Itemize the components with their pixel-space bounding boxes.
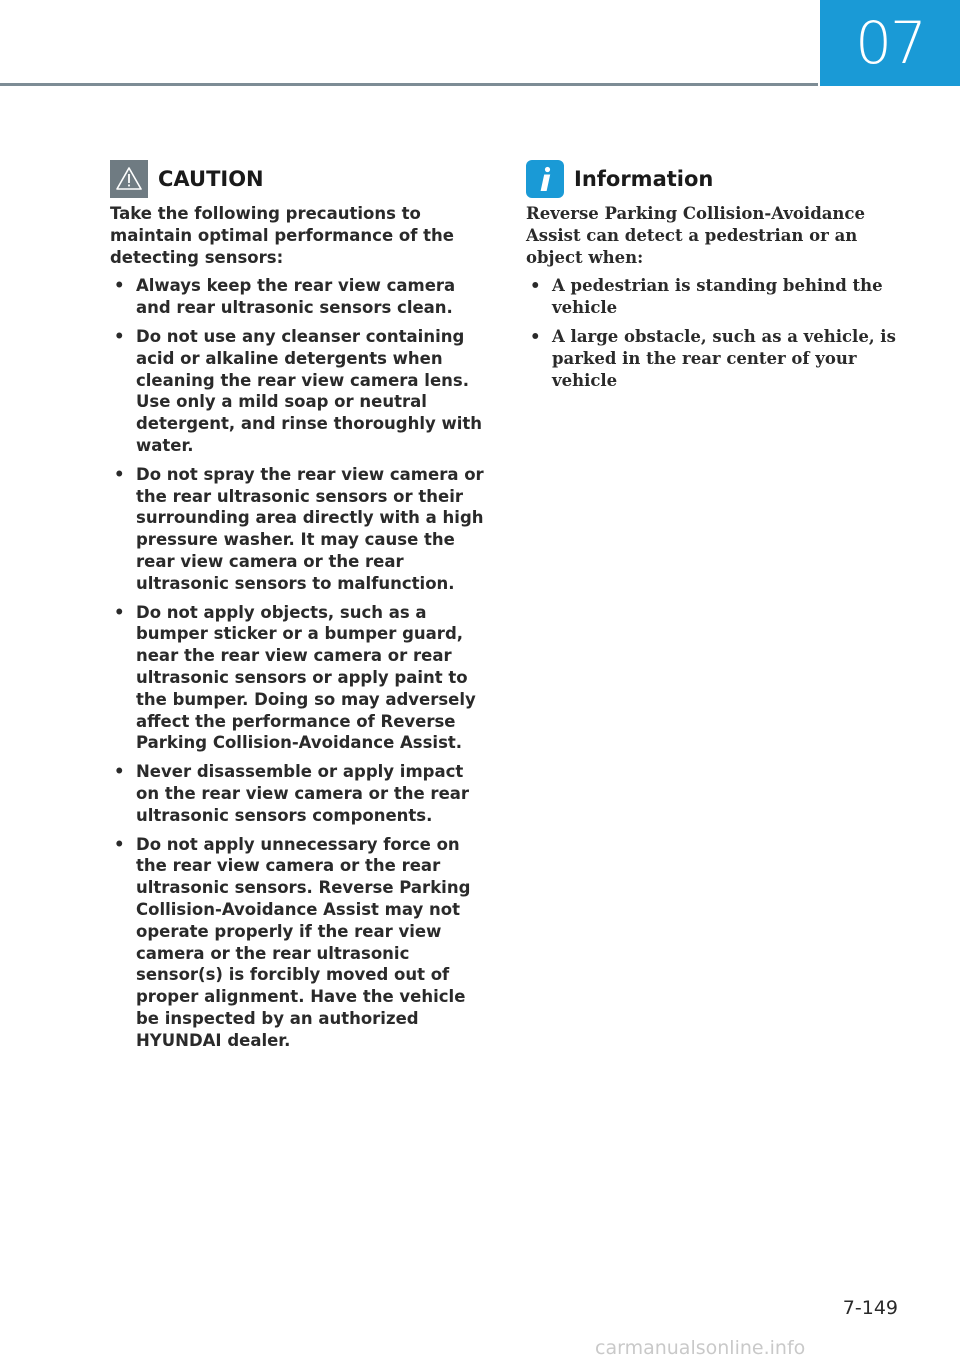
caution-item: • Do not apply unnecessary force on the rear view camera or the rear ultrasonic sensors. Reverse Parking Collision-Avoidance Assist may not operate properly if the rear view camera or the rear ultrasonic sensor(s) is forcibly moved out of proper alignment. Have the vehicle be inspected by an authorized HYUNDAI dealer. [114,834,471,1050]
information-box [526,158,916,398]
information-item: • A pedestrian is standing behind the vehicle [530,276,883,318]
info-icon [526,160,564,198]
watermark: carmanualsonline.info [595,1337,806,1359]
bullet: • [114,762,125,782]
bullet: • [114,326,125,346]
warning-triangle-icon [110,160,148,198]
caution-title: CAUTION [158,167,264,191]
caution-list [110,275,490,1051]
bullet: • [530,326,541,346]
information-title: Information [574,167,714,191]
bullet: • [114,602,125,622]
information-item: • A large obstacle, such as a vehicle, is parked in the rear center of your vehicle [530,326,896,390]
information-body [526,203,916,391]
caution-item: • Do not apply objects, such as a bumper sticker or a bumper guard, near the rear view camera or rear ultrasonic sensors or apply paint to the bumper. Doing so may adversely affect the performance of Reverse Parking Collision-Avoidance Assist. [114,602,476,753]
caution-box [110,158,490,1058]
information-list [526,275,916,391]
chapter-tab: 07 [820,0,960,86]
caution-header [110,158,490,200]
caution-body [110,203,490,1051]
bullet: • [114,464,125,484]
caution-item: • Do not spray the rear view camera or the rear ultrasonic sensors or their surrounding area directly with a high pressure washer. It may cause the rear view camera or the rear ultrasonic sensors to malfunction. [114,464,484,593]
header-rule [0,83,818,86]
caution-item: • Do not use any cleanser containing acid or alkaline detergents when cleaning the rear view camera lens. Use only a mild soap or neutral detergent, and rinse thoroughly with water. [114,326,483,455]
caution-item: • Never disassemble or apply impact on the rear view camera or the rear ultrasonic sensors components. [114,762,470,825]
caution-item: • Always keep the rear view camera and rear ultrasonic sensors clean. [114,276,456,318]
information-header [526,158,916,200]
page-number: 7-149 [842,1297,898,1319]
bullet: • [114,834,125,854]
information-intro: Reverse Parking Collision-Avoidance Assist can detect a pedestrian or an object when: [526,204,865,267]
bullet: • [114,276,125,296]
caution-intro: Take the following precautions to maintain optimal performance of the detecting sensors: [110,204,454,267]
bullet: • [530,276,541,296]
